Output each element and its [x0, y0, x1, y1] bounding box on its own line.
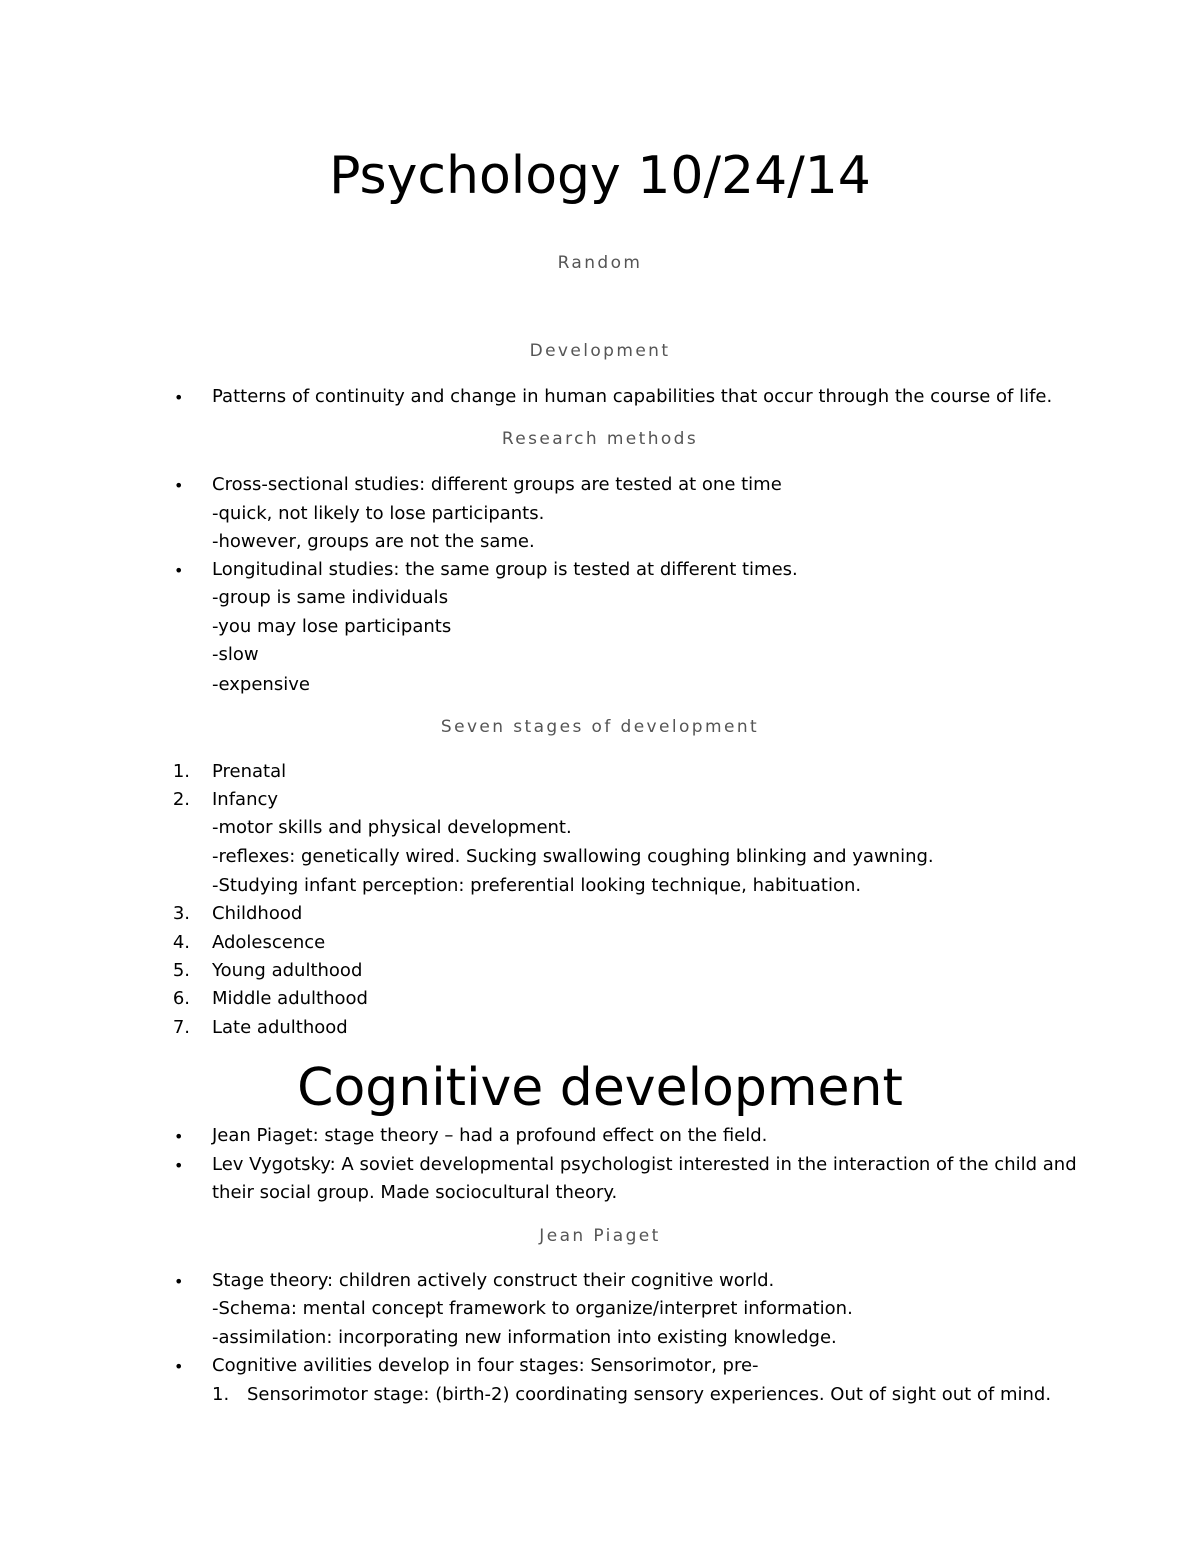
development-definition: Patterns of continuity and change in human capabilities that occur through the course of life. [212, 386, 1053, 407]
list-number: 4. [172, 932, 190, 953]
list-item: Infancy [212, 789, 279, 810]
bullet-icon: • [174, 476, 184, 495]
list-subitem: -Studying infant perception: preferential looking technique, habituation. [212, 875, 862, 896]
list-item: Cognitive avilities develop in four stages: Sensorimotor, pre- [212, 1355, 759, 1376]
bullet-icon: • [174, 1127, 184, 1146]
bullet-icon: • [174, 561, 184, 580]
list-number: 6. [172, 988, 190, 1009]
list-item: Cross-sectional studies: different groups are tested at one time [212, 474, 782, 495]
list-subitem: -motor skills and physical development. [212, 817, 572, 838]
list-item: Adolescence [212, 932, 326, 953]
list-subitem: -Schema: mental concept framework to organize/interpret information. [212, 1298, 853, 1319]
list-subitem: -assimilation: incorporating new information into existing knowledge. [212, 1327, 837, 1348]
list-item: Lev Vygotsky: A soviet developmental psychologist interested in the interaction of the child and [212, 1154, 1077, 1175]
heading-seven-stages: Seven stages of development [440, 717, 760, 737]
list-item: Late adulthood [212, 1017, 348, 1038]
list-item: Prenatal [212, 761, 287, 782]
list-subitem: -quick, not likely to lose participants. [212, 503, 545, 524]
list-item: Jean Piaget: stage theory – had a profound effect on the field. [212, 1125, 768, 1146]
list-subitem: -however, groups are not the same. [212, 531, 535, 552]
bullet-icon: • [174, 1272, 184, 1291]
list-number: 7. [172, 1017, 190, 1038]
list-item: Longitudinal studies: the same group is tested at different times. [212, 559, 798, 580]
list-number: 5. [172, 960, 190, 981]
list-number: 1. [212, 1384, 230, 1405]
bullet-icon: • [174, 1357, 184, 1376]
heading-development: Development [529, 341, 671, 361]
bullet-icon: • [174, 1156, 184, 1175]
list-subitem: -you may lose participants [212, 616, 452, 637]
list-item: Stage theory: children actively construct their cognitive world. [212, 1270, 775, 1291]
list-item: Middle adulthood [212, 988, 368, 1009]
list-item: Young adulthood [212, 960, 363, 981]
list-subitem: -expensive [212, 674, 310, 695]
list-item: Childhood [212, 903, 303, 924]
list-number: 3. [172, 903, 190, 924]
heading-research-methods: Research methods [501, 429, 699, 449]
list-subitem: -reflexes: genetically wired. Sucking swallowing coughing blinking and yawning. [212, 846, 934, 867]
heading-jean-piaget: Jean Piaget [539, 1226, 661, 1246]
list-number: 1. [172, 761, 190, 782]
heading-cognitive-development: Cognitive development [297, 1058, 903, 1118]
page-title: Psychology 10/24/14 [329, 146, 871, 206]
subtitle-random: Random [557, 253, 643, 273]
list-number: 2. [172, 789, 190, 810]
list-subitem: -slow [212, 644, 259, 665]
list-subitem: Sensorimotor stage: (birth-2) coordinating sensory experiences. Out of sight out of mind. [247, 1384, 1052, 1405]
list-subitem: -group is same individuals [212, 587, 449, 608]
bullet-icon: • [174, 388, 184, 407]
list-item-continued: their social group. Made sociocultural theory. [212, 1182, 618, 1203]
